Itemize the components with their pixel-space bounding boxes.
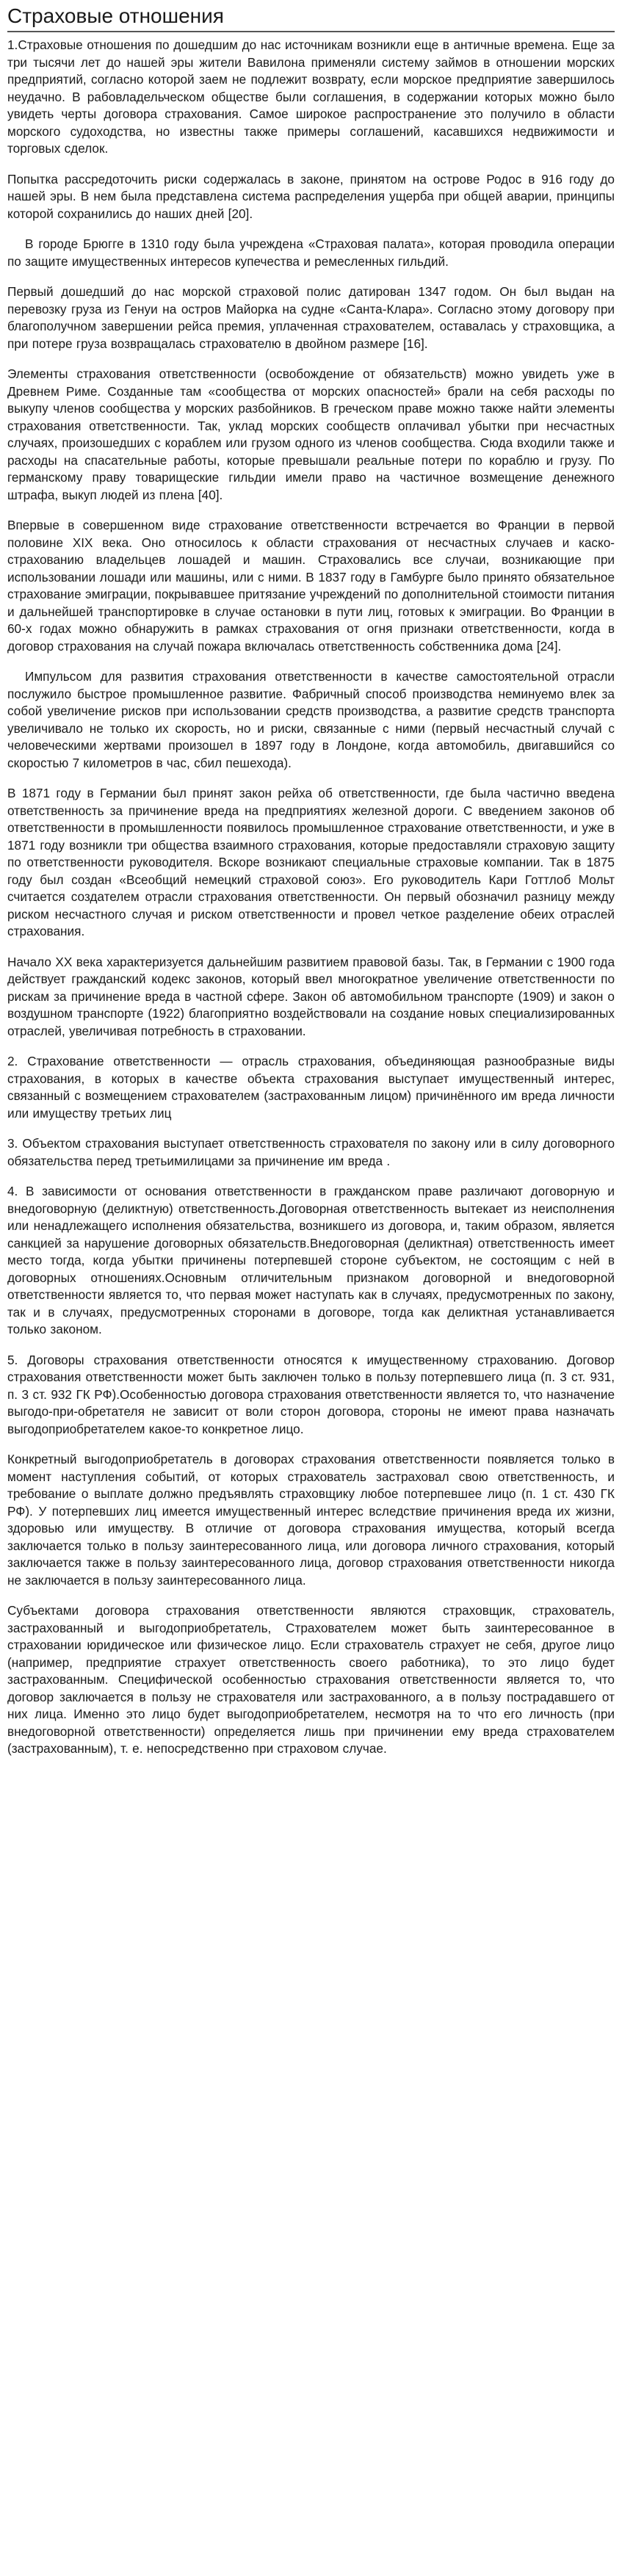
paragraph-1: 1.Страховые отношения по дошедшим до нас источникам возникли еще в античные времена. Еще за три тысячи лет до нашей эры жители Вавилона применяли систему займов в отношении морских предприятий, согласно которой заем не подлежит возврату, если морское предприятие завершилось неудачно. В рабовладельческом обществе были соглашения, в содержании которых можно было увидеть черты договора страхования. Самое широкое распространение это получило в области морского судоходства, но известны также примеры соглашений, касавшихся недвижимости и торговых сделок. (7, 37, 615, 156)
paragraph-11: 3. Объектом страхования выступает ответственность страхователя по закону или в силу договорного обязательства перед третьимилицами за причинение им вреда . (7, 1136, 615, 1168)
paragraph-6: Впервые в совершенном виде страхование ответственности встречается во Франции в первой половине XIX века. Оно относилось к области страхования от несчастных случаев и каско-страхованию владельцев лошадей и машин. Страховались все случаи, возникающие при использовании лошади или машины, или с ними. В 1837 году в Гамбурге было принято обязательное страхование эмиграции, покрывавшее притязание учреждений по дополнительной стоимости питания и дальнейшей транспортировке в случае остановки в пути лиц, готовых к эмиграции. Во Франции в 60-х годах можно обнаружить в рамках страхования от огня признаки ответственности, когда в договор страхования на случай пожара включалась ответственность собственника дома [24]. (7, 518, 615, 654)
paragraph-13: 5. Договоры страхования ответственности относятся к имущественному страхованию. Договор страхования ответственности может быть заключен только в пользу потерпевшего лица (п. 3 ст. 931, п. 3 ст. 932 ГК РФ).Особенностью договора страхования ответственности является то, что назначение выгодо-при-обретателя не зависит от воли сторон договора, стороны не имеют права назначать выгодоприобретателем какое-то конкретное лицо. (7, 1352, 615, 1436)
paragraph-8: В 1871 году в Германии был принят закон рейха об ответственности, где была частично введена ответственность за причинение вреда на предприятиях железной дороги. С введением законов об ответственности в промышленности появилось промышленное страхование ответственности, и уже в 1871 году возникли три общества взаимного страхования, которые предоставляли страховую защиту по ответственности руководителя. Вскоре возникают специальные страховые компании. Так в 1875 году был создан «Всеобщий немецкий страховой союз». Его руководитель Кари Готтлоб Мольт считается создателем отрасли страхования ответственности. Он первый обозначил разницу между риском несчастного случая и риском ответственности и провел четкое разделение обеих отраслей страхования. (7, 786, 615, 938)
paragraph-12: 4. В зависимости от основания ответственности в гражданском праве различают договорную и внедоговорную (деликтную) ответственность.Договорная ответственность вытекает из неисполнения или ненадлежащего исполнения обязательства, возникшего из договора, и, таким образом, является санкцией за нарушение договорных обязательств.Внедоговорная (деликтная) ответственность имеет место тогда, когда убытки причинены потерпевшей стороне субъектом, не состоящим с ней в договорных отношениях.Основным отличительным признаком договорной и внедоговорной ответственности является то, что первая может наступать как в случаях, предусмотренных по закону, так и в случаях, предусмотренных сторонами в договоре, тогда как деликтная устанавливается только законом. (7, 1184, 615, 1336)
paragraph-7: Импульсом для развития страхования ответственности в качестве самостоятельной отрасли послужило быстрое промышленное развитие. Фабричный способ производства неминуемо влек за собой увеличение рисков при использовании средств производства, а развитие средств транспорта увеличивало не только их скорость, но и риски, связанные с ними (первый несчастный случай с человеческими жертвами произошел в 1897 году в Лондоне, когда автомобиль, двигавшийся со скоростью 7 километров в час, сбил пешехода). (7, 669, 615, 770)
paragraph-5: Элементы страхования ответственности (освобождение от обязательств) можно увидеть уже в Древнем Риме. Созданные там «сообщества от морских опасностей» брали на себя расходы по выкупу членов сообщества у морских разбойников. В греческом праве можно также найти элементы страхования ответственности. Так, уклад морских сообществ оплачивал убытки при несчастных случаях, произошедших с кораблем или грузом одного из членов сообщества. Сюда входили также и расходы на спасательные работы, которые превышали реальные потери по кораблю и грузу. По германскому праву товарищеские гильдии имели право на частичное возмещение денежного штрафа, выкуп людей из плена [40]. (7, 366, 615, 502)
paragraph-14: Конкретный выгодоприобретатель в договорах страхования ответственности появляется только в момент наступления событий, от которых страхователь застраховал свою ответственность, и требование о выплате должно предъявлять страховщику любое потерпевшее лицо (п. 1 ст. 430 ГК РФ). У потерпевших лиц имеется имущественный интерес вследствие причинения вреда их жизни, здоровью или имуществу. В отличие от договора страхования имущества, который всегда заключается только в пользу заинтересованного лица, или договора личного страхования, который заключается также в пользу заинтересованного лица, договор страхования ответственности никогда не заключается в пользу заинтересованного лица. (7, 1452, 615, 1588)
paragraph-15: Субъектами договора страхования ответственности являются страховщик, страхователь, застрахованный и выгодоприобретатель, Страхователем может быть заинтересованное в страховании юридическое или физическое лицо. Если страхователь страхует не себя, другое лицо (например, предприятие страхует ответственность своего работника), то это лицо будет застрахованным. Специфической особенностью страхования ответственности является то, что договор заключается в пользу не страхователя или застрахованного, а в пользу пострадавшего от них лица. Именно это лицо будет выгодоприобретателем, несмотря на то что его личность (при внедоговорной ответственности) определяется лишь при причинении ему вреда страхователем (застрахованным), т. е. непосредственно при страховом случае. (7, 1603, 615, 1756)
paragraph-2: Попытка рассредоточить риски содержалась в законе, принятом на острове Родос в 916 году до нашей эры. В нем была представлена система распределения ущерба при общей аварии, принципы которой сохранились до наших дней [20]. (7, 171, 615, 221)
paragraph-9: Начало XX века характеризуется дальнейшим развитием правовой базы. Так, в Германии с 1900 года действует гражданский кодекс законов, который ввел многократное увеличение ответственности по рискам за причинение вреда в частной сфере. Закон об автомобильном транспорте (1909) и закон о воздушном транспорте (1922) благоприятно воздействовали на создание новых специализированных отраслей, увеличивая потребность в страховании. (7, 954, 615, 1038)
page-title: Страховые отношения (7, 0, 615, 32)
paragraph-3: В городе Брюгге в 1310 году была учреждена «Страховая палата», которая проводила операции по защите имущественных интересов купечества и ремесленных гильдий. (7, 236, 615, 269)
paragraph-10: 2. Страхование ответственности — отрасль страхования, объединяющая разнообразные виды страхования, в которых в качестве объекта страхования выступает имущественный интерес, связанный с возмещением страхователем (застрахованным лицом) причинённого им вреда личности или имуществу третьих лиц (7, 1054, 615, 1121)
paragraph-4: Первый дошедший до нас морской страховой полис датирован 1347 годом. Он был выдан на перевозку груза из Генуи на остров Майорка на судне «Санта-Клара». Согласно этому договору при благополучном завершении рейса премия, уплаченная страхователем, оставалась у страховщика, а при потере груза возвращалась страхователю в двойном размере [16]. (7, 284, 615, 351)
